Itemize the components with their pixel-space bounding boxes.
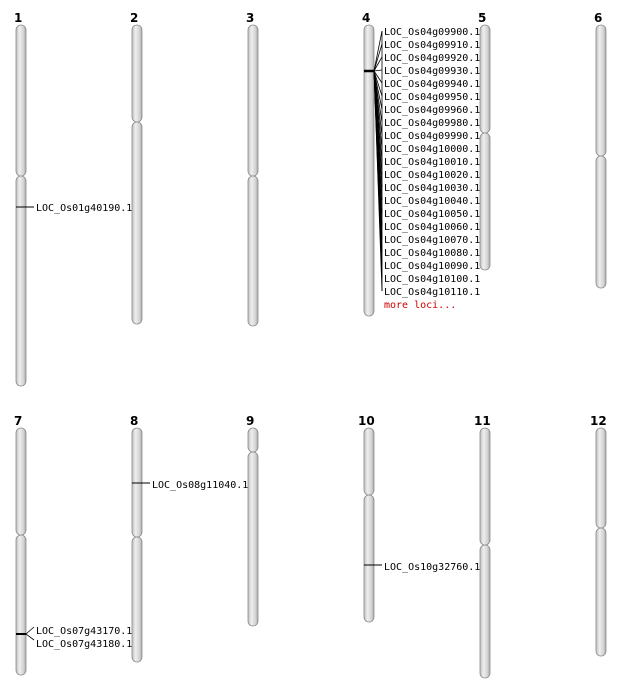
chromosome-11-arm-short <box>480 428 490 545</box>
chromosome-6-arm-short <box>596 25 606 156</box>
locus-connector <box>374 31 382 71</box>
chromosome-5-arm-short <box>480 25 490 133</box>
chromosome-7-arm-long <box>16 535 26 675</box>
chromosome-8-arm-long <box>132 537 142 662</box>
locus-label[interactable]: LOC_Os04g09900.1 <box>384 27 481 38</box>
chromosome-11-label: 11 <box>474 414 491 428</box>
locus-connector <box>26 627 34 634</box>
chromosome-11[interactable] <box>474 414 491 678</box>
chromosome-1-arm-short <box>16 25 26 176</box>
locus-label[interactable]: LOC_Os04g10080.1 <box>384 248 481 259</box>
locus-label[interactable]: LOC_Os04g09940.1 <box>384 79 481 90</box>
chromosome-5-label: 5 <box>478 11 487 25</box>
chromosome-12[interactable] <box>590 414 607 656</box>
locus-label[interactable]: LOC_Os04g09930.1 <box>384 66 481 77</box>
chromosome-3[interactable] <box>246 11 258 326</box>
chromosome-12-arm-short <box>596 428 606 528</box>
chromosome-12-arm-long <box>596 528 606 656</box>
locus-label[interactable]: LOC_Os07g43180.1 <box>36 639 133 650</box>
chromosome-1-label: 1 <box>14 11 23 25</box>
locus-label[interactable]: LOC_Os04g10060.1 <box>384 222 481 233</box>
locus-connector <box>26 634 34 640</box>
chromosome-7-label: 7 <box>14 414 23 428</box>
locus-label[interactable]: LOC_Os04g09950.1 <box>384 92 481 103</box>
chromosome-8[interactable] <box>130 414 248 662</box>
chromosome-9-label: 9 <box>246 414 255 428</box>
chromosome-1[interactable] <box>14 11 132 386</box>
chromosome-10-arm-long <box>364 495 374 622</box>
chromosome-11-arm-long <box>480 545 490 678</box>
locus-label[interactable]: LOC_Os07g43170.1 <box>36 626 133 637</box>
locus-label[interactable]: LOC_Os04g10100.1 <box>384 274 481 285</box>
chromosome-9-arm-long <box>248 452 258 626</box>
locus-label[interactable]: LOC_Os04g10090.1 <box>384 261 481 272</box>
chromosome-12-label: 12 <box>590 414 607 428</box>
locus-label[interactable]: LOC_Os10g32760.1 <box>384 562 481 573</box>
locus-label[interactable]: LOC_Os04g10070.1 <box>384 235 481 246</box>
locus-label[interactable]: LOC_Os04g10020.1 <box>384 170 481 181</box>
chromosome-8-label: 8 <box>130 414 139 428</box>
chromosome-9-arm-short <box>248 428 258 452</box>
chromosome-9[interactable] <box>246 414 258 626</box>
chromosome-7-arm-short <box>16 428 26 535</box>
chromosome-4-label: 4 <box>362 11 371 25</box>
chromosome-2-arm-short <box>132 25 142 122</box>
locus-label[interactable]: LOC_Os04g09960.1 <box>384 105 481 116</box>
locus-connector <box>374 44 382 71</box>
locus-label[interactable]: LOC_Os04g09980.1 <box>384 118 481 129</box>
locus-label[interactable]: LOC_Os01g40190.1 <box>36 203 133 214</box>
locus-connector <box>374 70 382 71</box>
locus-label[interactable]: LOC_Os04g09920.1 <box>384 53 481 64</box>
chromosome-10[interactable] <box>358 414 480 622</box>
locus-label[interactable]: LOC_Os04g10050.1 <box>384 209 481 220</box>
chromosome-6-label: 6 <box>594 11 603 25</box>
locus-label[interactable]: LOC_Os04g10010.1 <box>384 157 481 168</box>
locus-label[interactable]: LOC_Os04g09990.1 <box>384 131 481 142</box>
locus-label[interactable]: LOC_Os08g11040.1 <box>152 480 249 491</box>
chromosome-2-label: 2 <box>130 11 139 25</box>
chromosome-3-arm-long <box>248 176 258 326</box>
chromosome-7[interactable] <box>14 414 132 675</box>
locus-label-list <box>384 27 480 298</box>
chromosome-3-arm-short <box>248 25 258 176</box>
chromosome-5[interactable] <box>478 11 490 270</box>
more-loci-link[interactable]: more loci... <box>384 300 457 311</box>
chromosome-6-arm-long <box>596 156 606 288</box>
chromosome-10-arm-short <box>364 428 374 495</box>
chromosome-5-arm-long <box>480 133 490 270</box>
locus-label[interactable]: LOC_Os04g10030.1 <box>384 183 481 194</box>
chromosome-2-arm-long <box>132 122 142 324</box>
locus-label[interactable]: LOC_Os04g10000.1 <box>384 144 481 155</box>
locus-label[interactable]: LOC_Os04g09910.1 <box>384 40 481 51</box>
chromosome-2[interactable] <box>130 11 142 324</box>
chromosome-4[interactable] <box>362 11 480 316</box>
locus-label[interactable]: LOC_Os04g10040.1 <box>384 196 481 207</box>
locus-label[interactable]: LOC_Os04g10110.1 <box>384 287 481 298</box>
chromosome-6[interactable] <box>594 11 606 288</box>
chromosome-3-label: 3 <box>246 11 255 25</box>
locus-connector-lines <box>374 31 382 291</box>
chromosome-10-label: 10 <box>358 414 375 428</box>
chromosome-4-body <box>364 25 374 316</box>
